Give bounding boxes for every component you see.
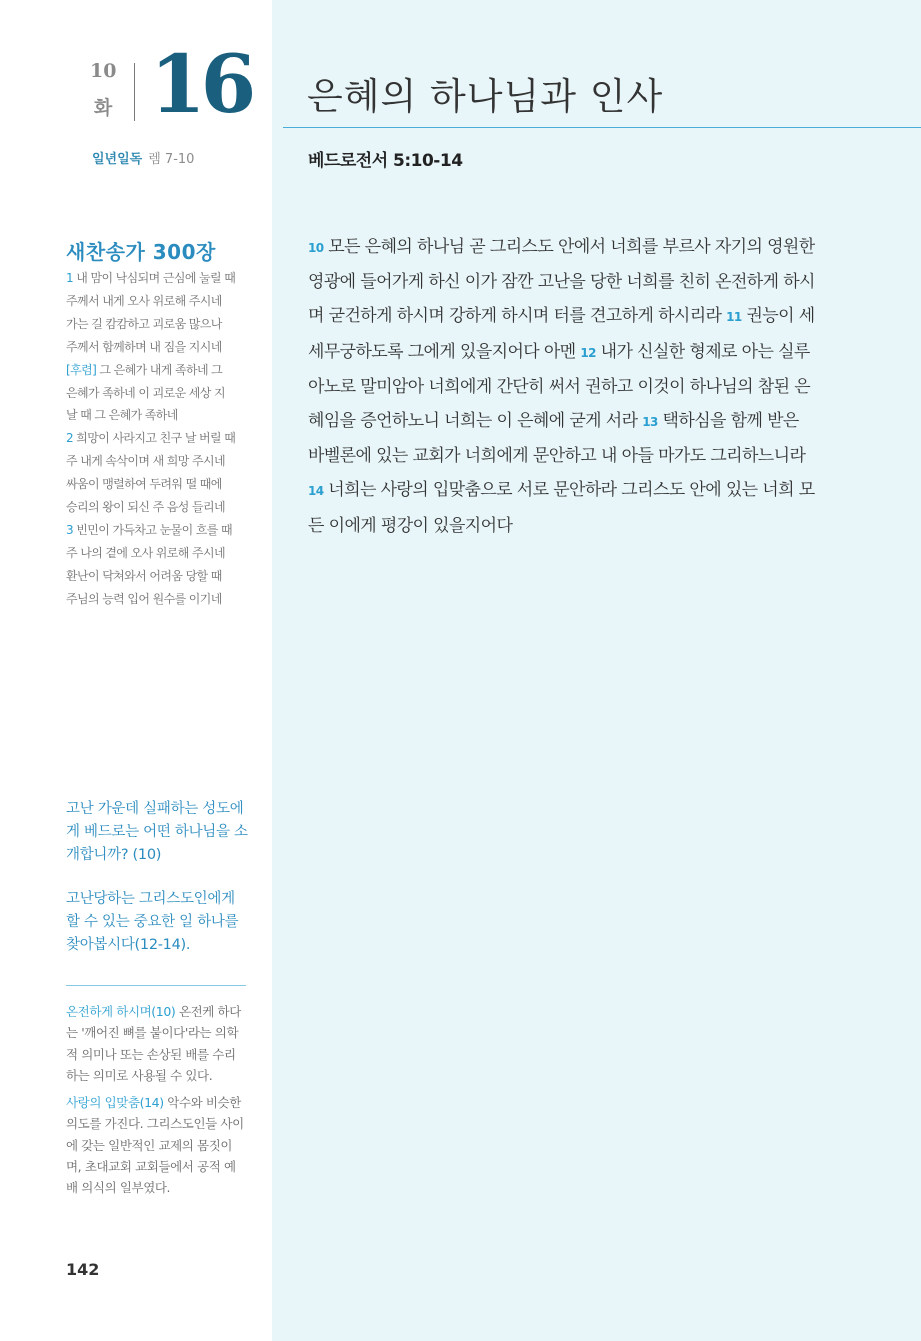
- verse-text: 권능이 세세무궁하도록 그에게 있을지어다 아멘: [308, 306, 815, 362]
- verse-number: 13: [642, 415, 658, 430]
- word-notes: [66, 1001, 246, 1205]
- note-text: 온전케 하다는 '깨어진 뼈를 붙이다'라는 의학적 의미나 또는 손상된 배를 수리하는 의미로 사용될 수 있다.: [66, 1004, 241, 1083]
- note-term: 사랑의 입맞춤(14): [66, 1095, 168, 1111]
- hymn-line: [66, 290, 246, 313]
- hymn-title: 새찬송가 300장: [66, 240, 216, 264]
- verse-text: 너희는 사랑의 입맞춤으로 서로 문안하라 그리스도 안에 있는 너희 모든 이에게 평강이 있을지어다: [308, 480, 815, 536]
- hymn-line: [66, 267, 246, 290]
- hymn-line-text: 가는 길 캄캄하고 괴로움 많으나: [66, 316, 222, 331]
- verse-number: 11: [726, 310, 742, 325]
- note-term: 온전하게 하시며(10): [66, 1004, 179, 1019]
- weekday: 화: [93, 97, 113, 119]
- verse-number: 12: [580, 345, 596, 360]
- hymn-line: [66, 427, 246, 450]
- daily-reading: [92, 148, 194, 167]
- sidebar: [0, 0, 272, 1341]
- hymn-line-text: 날 때 그 은혜가 족하네: [66, 408, 178, 423]
- hymn-line: [66, 404, 246, 427]
- hymn-line-text: 싸움이 맹렬하여 두려워 떨 때에: [66, 477, 222, 492]
- note-item: [66, 1092, 246, 1198]
- hymn-line-text: 내 맘이 낙심되며 근심에 눌릴 때: [76, 271, 236, 285]
- hymn-line: [66, 496, 246, 519]
- scripture-reference: 베드로전서 5:10-14: [308, 151, 463, 171]
- main-panel: [272, 0, 921, 1341]
- day-number: 16: [150, 37, 252, 131]
- hymn-line-text: 주 나의 곁에 오사 위로해 주시네: [66, 545, 225, 560]
- page-number: 142: [66, 1260, 100, 1279]
- daily-reading-ref: 렘 7-10: [148, 152, 195, 167]
- meditation-questions: [66, 798, 248, 978]
- hymn-line: [66, 542, 246, 565]
- hymn-line: [66, 565, 246, 588]
- verse-text: 모든 은혜의 하나님 곧 그리스도 안에서 너희를 부르사 자기의 영원한 영광에 들어가게 하신 이가 잠깐 고난을 당한 너희를 친히 온전하게 하시며 굳건하게 하시며 강하게 하시며 터를 견고하게 하시리라: [308, 237, 815, 327]
- hymn-verse-number: [후렴]: [66, 362, 100, 377]
- hymn-line-text: 주님의 능력 입어 원수를 이기네: [66, 591, 222, 606]
- hymn-line-text: 빈민이 가득차고 눈물이 흐를 때: [76, 522, 233, 537]
- question-1: 고난 가운데 실패하는 성도에게 베드로는 어떤 하나님을 소개합니까? (10): [66, 801, 248, 863]
- hymn-line-text: 주 내게 속삭이며 새 희망 주시네: [66, 454, 225, 469]
- page-title: 은혜의 하나님과 인사: [307, 75, 664, 118]
- verse-number: 10: [308, 241, 324, 255]
- hymn-line-text: 은혜가 족하네 이 괴로운 세상 지: [66, 385, 225, 400]
- hymn-line-text: 환난이 닥쳐와서 어려움 당할 때: [66, 568, 222, 583]
- scripture-passage: [308, 230, 818, 543]
- hymn-line: [66, 519, 246, 542]
- hymn-verse-number: 2: [66, 431, 77, 446]
- hymn-verse-number: 3: [66, 522, 77, 537]
- note-item: [66, 1001, 246, 1086]
- verse-number: 14: [308, 484, 324, 499]
- hymn-line: [66, 313, 246, 336]
- hymn-line-text: 주께서 내게 오사 위로해 주시네: [66, 293, 222, 308]
- title-rule: [283, 127, 921, 128]
- daily-reading-label: 일년일독: [92, 152, 143, 167]
- hymn-line: [66, 359, 246, 382]
- notes-divider: [66, 985, 246, 986]
- month-number: 10: [90, 60, 117, 82]
- hymn-line-text: 그 은혜가 내게 족하네 그: [99, 362, 223, 377]
- question-2: 고난당하는 그리스도인에게 할 수 있는 중요한 일 하나를 찾아봅시다(12-14).: [66, 891, 239, 953]
- hymn-line-text: 승리의 왕이 되신 주 음성 들리네: [66, 500, 225, 515]
- hymn-line: [66, 473, 246, 496]
- note-text: 악수와 비슷한 의도를 가진다. 그리스도인들 사이에 갖는 일반적인 교제의 몸짓이며, 초대교회 교회들에서 공적 예배 의식의 일부였다.: [66, 1095, 244, 1196]
- hymn-line-text: 주께서 함께하며 내 짐을 지시네: [66, 339, 222, 354]
- hymn-line-text: 희망이 사라지고 친구 날 버릴 때: [76, 431, 236, 446]
- hymn-verse-number: 1: [66, 271, 77, 285]
- verse-text: 택하심을 함께 받은 바벨론에 있는 교회가 너희에게 문안하고 내 아들 마가도 그리하느니라: [308, 411, 806, 467]
- date-divider: [134, 63, 135, 121]
- hymn-line: [66, 450, 246, 473]
- hymn-line: [66, 382, 246, 405]
- hymn-line: [66, 588, 246, 611]
- hymn-line: [66, 336, 246, 359]
- verse-text: 내가 신실한 형제로 아는 실루아노로 말미암아 너희에게 간단히 써서 권하고 이것이 하나님의 참된 은혜임을 증언하노니 너희는 이 은혜에 굳게 서라: [308, 341, 811, 432]
- hymn-lyrics: [66, 267, 246, 611]
